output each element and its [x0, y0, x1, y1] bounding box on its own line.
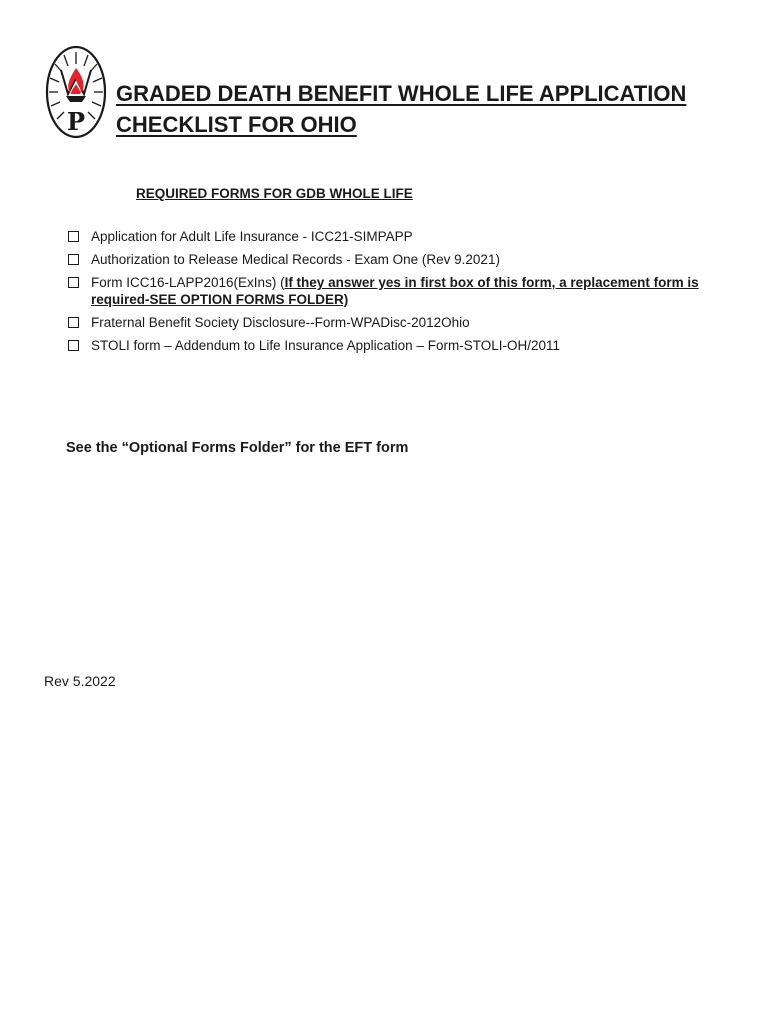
checklist-item	[68, 228, 728, 245]
checklist-item-label: Authorization to Release Medical Records - Exam One (Rev 9.2021)	[91, 252, 500, 267]
checklist-checkbox[interactable]	[68, 277, 79, 288]
revision-label: Rev 5.2022	[44, 673, 116, 689]
title-line-1: GRADED DEATH BENEFIT WHOLE LIFE APPLICATION	[116, 81, 687, 106]
required-forms-checklist	[68, 228, 728, 360]
checklist-item	[68, 251, 728, 268]
flame-torch-logo-icon	[44, 44, 108, 140]
checklist-checkbox[interactable]	[68, 317, 79, 328]
checklist-checkbox[interactable]	[68, 231, 79, 242]
section-heading: REQUIRED FORMS FOR GDB WHOLE LIFE	[136, 186, 413, 201]
checklist-checkbox[interactable]	[68, 340, 79, 351]
page-title	[116, 78, 736, 140]
checklist-item-label: Fraternal Benefit Society Disclosure--Form-WPADisc-2012Ohio	[91, 315, 470, 330]
checklist-item-label: Application for Adult Life Insurance - ICC21-SIMPAPP	[91, 229, 413, 244]
eft-form-note: See the “Optional Forms Folder” for the EFT form	[66, 440, 409, 456]
replacement-form-note: If they answer yes in first box of this form, a replacement form is required-SEE OPTION FORMS FOLDER)	[91, 275, 699, 307]
organization-logo	[44, 44, 108, 140]
checklist-item	[68, 337, 728, 354]
svg-text:P: P	[66, 107, 86, 136]
checklist-item-label: STOLI form – Addendum to Life Insurance Application – Form-STOLI-OH/2011	[91, 338, 560, 353]
title-line-2: CHECKLIST FOR OHIO	[116, 112, 357, 137]
checklist-item-label-container	[91, 274, 728, 308]
checklist-item	[68, 314, 728, 331]
checklist-checkbox[interactable]	[68, 254, 79, 265]
checklist-item	[68, 274, 728, 308]
checklist-item-label: Form ICC16-LAPP2016(ExIns) (	[91, 275, 285, 290]
